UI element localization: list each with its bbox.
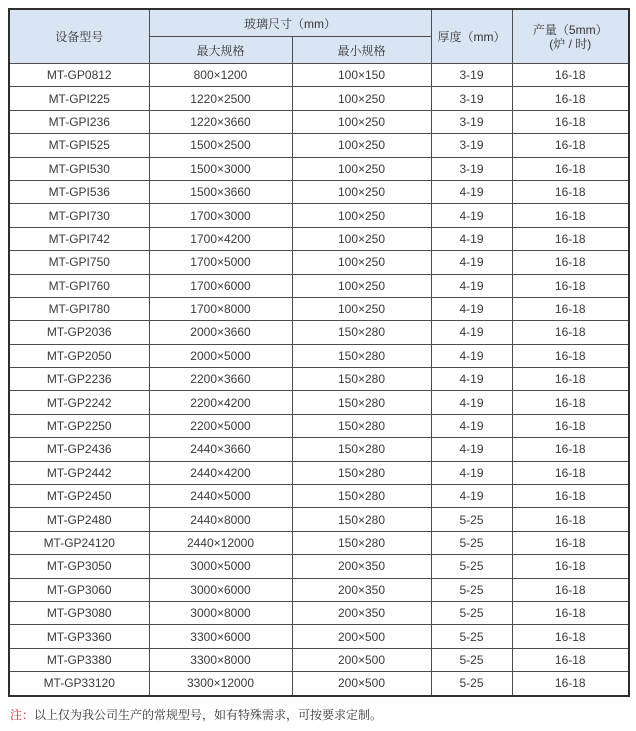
cell-output: 16-18 [512,555,629,578]
cell-output: 16-18 [512,157,629,180]
cell-min: 200×350 [292,578,431,601]
cell-output: 16-18 [512,578,629,601]
cell-max: 3000×6000 [149,578,292,601]
cell-thickness: 5-25 [431,508,512,531]
cell-min: 100×250 [292,204,431,227]
cell-thickness: 4-19 [431,204,512,227]
cell-thickness: 4-19 [431,414,512,437]
cell-thickness: 3-19 [431,134,512,157]
cell-thickness: 4-19 [431,461,512,484]
header-max-spec: 最大规格 [149,37,292,64]
table-row [9,438,629,461]
table-header [9,9,629,64]
table-row [9,578,629,601]
cell-thickness: 4-19 [431,180,512,203]
cell-model: MT-GP2450 [9,485,149,508]
table-row [9,461,629,484]
cell-max: 2440×8000 [149,508,292,531]
table-row [9,625,629,648]
cell-output: 16-18 [512,321,629,344]
cell-min: 150×280 [292,321,431,344]
cell-model: MT-GP24120 [9,531,149,554]
cell-max: 1700×4200 [149,227,292,250]
cell-output: 16-18 [512,274,629,297]
cell-max: 2440×3660 [149,438,292,461]
cell-min: 150×280 [292,414,431,437]
table-row [9,274,629,297]
header-thickness: 厚度（mm） [431,9,512,64]
cell-min: 150×280 [292,344,431,367]
cell-max: 1700×6000 [149,274,292,297]
cell-max: 1700×5000 [149,251,292,274]
cell-min: 100×250 [292,87,431,110]
cell-model: MT-GP2242 [9,391,149,414]
cell-model: MT-GPI525 [9,134,149,157]
cell-max: 2200×4200 [149,391,292,414]
table-row [9,297,629,320]
cell-min: 100×250 [292,274,431,297]
table-row [9,87,629,110]
header-output-line1: 产量（5mm） [532,22,608,37]
cell-min: 100×250 [292,227,431,250]
cell-model: MT-GPI236 [9,110,149,133]
table-row [9,157,629,180]
table-row [9,110,629,133]
table-row [9,648,629,671]
cell-thickness: 4-19 [431,227,512,250]
cell-model: MT-GPI225 [9,87,149,110]
cell-thickness: 5-25 [431,555,512,578]
cell-output: 16-18 [512,601,629,624]
cell-output: 16-18 [512,134,629,157]
cell-min: 150×280 [292,391,431,414]
cell-output: 16-18 [512,414,629,437]
cell-min: 200×350 [292,601,431,624]
cell-model: MT-GP2480 [9,508,149,531]
cell-model: MT-GP2442 [9,461,149,484]
cell-output: 16-18 [512,672,629,696]
table-row [9,368,629,391]
cell-min: 200×500 [292,625,431,648]
cell-min: 100×250 [292,157,431,180]
cell-max: 800×1200 [149,64,292,87]
table-row [9,531,629,554]
cell-max: 1700×3000 [149,204,292,227]
header-output [512,9,629,64]
cell-thickness: 5-25 [431,578,512,601]
cell-output: 16-18 [512,531,629,554]
cell-max: 2440×4200 [149,461,292,484]
cell-min: 200×500 [292,672,431,696]
table-row [9,204,629,227]
cell-min: 150×280 [292,368,431,391]
cell-thickness: 5-25 [431,601,512,624]
cell-min: 150×280 [292,531,431,554]
cell-thickness: 4-19 [431,438,512,461]
table-row [9,344,629,367]
cell-min: 100×250 [292,134,431,157]
cell-output: 16-18 [512,625,629,648]
header-glass-size: 玻璃尺寸（mm） [149,9,431,37]
cell-min: 100×250 [292,110,431,133]
cell-thickness: 5-25 [431,531,512,554]
cell-min: 100×250 [292,180,431,203]
header-min-spec: 最小规格 [292,37,431,64]
table-row [9,672,629,696]
cell-thickness: 5-25 [431,625,512,648]
cell-thickness: 3-19 [431,110,512,133]
table-row [9,555,629,578]
cell-output: 16-18 [512,391,629,414]
cell-min: 200×500 [292,648,431,671]
cell-model: MT-GP2436 [9,438,149,461]
cell-max: 3300×6000 [149,625,292,648]
cell-thickness: 5-25 [431,672,512,696]
cell-thickness: 4-19 [431,368,512,391]
cell-min: 150×280 [292,485,431,508]
cell-max: 1220×2500 [149,87,292,110]
cell-min: 100×150 [292,64,431,87]
cell-model: MT-GP3060 [9,578,149,601]
cell-model: MT-GPI530 [9,157,149,180]
cell-max: 1500×3000 [149,157,292,180]
cell-max: 2440×12000 [149,531,292,554]
cell-model: MT-GP2250 [9,414,149,437]
cell-model: MT-GP3380 [9,648,149,671]
table-row [9,134,629,157]
cell-thickness: 4-19 [431,274,512,297]
cell-output: 16-18 [512,180,629,203]
table-row [9,64,629,87]
cell-model: MT-GP33120 [9,672,149,696]
header-output-line2: (炉 / 时) [549,36,592,51]
header-model: 设备型号 [9,9,149,64]
cell-output: 16-18 [512,64,629,87]
cell-max: 2440×5000 [149,485,292,508]
cell-model: MT-GPI750 [9,251,149,274]
cell-max: 2000×5000 [149,344,292,367]
cell-thickness: 4-19 [431,344,512,367]
cell-min: 200×350 [292,555,431,578]
cell-model: MT-GPI780 [9,297,149,320]
cell-model: MT-GP3360 [9,625,149,648]
cell-output: 16-18 [512,204,629,227]
cell-min: 100×250 [292,251,431,274]
table-row [9,508,629,531]
footnote-label: 注： [10,707,35,722]
cell-model: MT-GPI730 [9,204,149,227]
cell-thickness: 4-19 [431,297,512,320]
cell-max: 2200×3660 [149,368,292,391]
footnote [10,706,628,723]
cell-thickness: 4-19 [431,485,512,508]
cell-thickness: 4-19 [431,391,512,414]
cell-output: 16-18 [512,344,629,367]
cell-model: MT-GP2036 [9,321,149,344]
cell-thickness: 5-25 [431,648,512,671]
cell-output: 16-18 [512,485,629,508]
cell-model: MT-GPI536 [9,180,149,203]
footnote-text: 以上仅为我公司生产的常规型号，如有特殊需求，可按要求定制。 [34,707,383,722]
cell-max: 1500×3660 [149,180,292,203]
cell-thickness: 3-19 [431,64,512,87]
table-row [9,485,629,508]
cell-max: 2000×3660 [149,321,292,344]
table-row [9,180,629,203]
cell-min: 150×280 [292,508,431,531]
table-row [9,391,629,414]
cell-max: 2200×5000 [149,414,292,437]
cell-output: 16-18 [512,461,629,484]
cell-output: 16-18 [512,297,629,320]
cell-model: MT-GP3080 [9,601,149,624]
cell-model: MT-GP3050 [9,555,149,578]
cell-thickness: 3-19 [431,157,512,180]
equipment-spec-table [8,8,630,697]
cell-max: 3300×12000 [149,672,292,696]
cell-output: 16-18 [512,87,629,110]
table-row [9,227,629,250]
cell-model: MT-GP2236 [9,368,149,391]
cell-output: 16-18 [512,508,629,531]
table-row [9,414,629,437]
cell-min: 150×280 [292,438,431,461]
cell-output: 16-18 [512,110,629,133]
table-body [9,64,629,696]
table-row [9,251,629,274]
cell-max: 3300×8000 [149,648,292,671]
cell-output: 16-18 [512,648,629,671]
cell-min: 150×280 [292,461,431,484]
cell-output: 16-18 [512,251,629,274]
cell-thickness: 4-19 [431,321,512,344]
cell-min: 100×250 [292,297,431,320]
cell-max: 3000×5000 [149,555,292,578]
cell-output: 16-18 [512,368,629,391]
cell-thickness: 3-19 [431,87,512,110]
cell-output: 16-18 [512,227,629,250]
cell-model: MT-GP2050 [9,344,149,367]
cell-thickness: 4-19 [431,251,512,274]
table-row [9,321,629,344]
cell-max: 1700×8000 [149,297,292,320]
cell-max: 3000×8000 [149,601,292,624]
cell-max: 1220×3660 [149,110,292,133]
cell-max: 1500×2500 [149,134,292,157]
cell-model: MT-GP0812 [9,64,149,87]
table-row [9,601,629,624]
cell-model: MT-GPI742 [9,227,149,250]
cell-output: 16-18 [512,438,629,461]
cell-model: MT-GPI760 [9,274,149,297]
